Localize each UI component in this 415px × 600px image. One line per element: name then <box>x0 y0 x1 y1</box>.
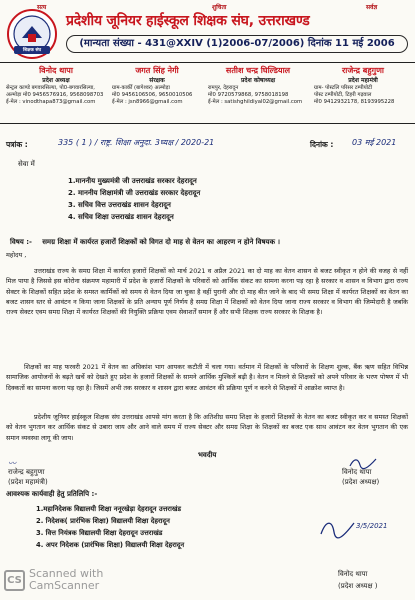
officer-post: प्रदेश कोषाध्यक्ष <box>241 77 275 84</box>
logo-caption: शिक्षक संघ <box>22 48 42 53</box>
signatory-left-name: राजेन्द्र बहुगुणा <box>8 468 45 476</box>
copy-to-item: 1.महानिदेशक विद्यालयी शिक्षा ननूरखेड़ा देहरादून उत्तराखंड <box>36 505 182 513</box>
organization-title: प्रदेशीय जूनियर हाईस्कूल शिक्षक संघ, उत्तराखण्ड <box>66 13 310 29</box>
officer-post: प्रदेश अध्यक्ष <box>42 77 70 84</box>
closing: भवदीय <box>198 451 217 459</box>
reference-number: 335 ( 1 ) / राष्ट्र. शिक्षा अनुदा. 3घ्यक्ष / 2020-21 <box>58 138 215 147</box>
signatory-right-name: विनोद थापा <box>342 468 372 476</box>
officer-email: ई-मेल : jsn8966@gmail.com <box>112 99 183 105</box>
officer-post: प्रदेश महामंत्री <box>348 77 378 84</box>
addressee-item: 1.माननीय मुख्यमंत्री जी उत्तराखंड सरकार देहरादून <box>68 177 197 185</box>
subject-text: समग्र शिक्षा में कार्यरत हजारों शिक्षकों को विगत दो माह से वेतन का आहरण न होने विषयक । <box>42 238 281 246</box>
slogan-right: सर्वज्ञ <box>366 4 378 11</box>
officer-phone: अल्मोड़ा मो0 9456576916, 9568098703 <box>6 92 104 98</box>
footer-signatory-name: विनोद थापा <box>338 570 368 578</box>
copy-to-item: 4. अपर निदेशक (प्रारंभिक शिक्षा) विद्यालयी शिक्षा देहरादून <box>36 541 185 549</box>
copy-to-item: 3. वित्त नियंत्रक विद्यालयी शिक्षा देहरादून उत्तराखंड <box>36 529 163 537</box>
signatory-left-post: (प्रदेश महामंत्री) <box>8 478 48 486</box>
watermark-line1: Scanned with <box>29 567 104 580</box>
officer-general-secretary <box>314 65 412 106</box>
letter-date: 03 मई 2021 <box>352 138 397 147</box>
copy-to-item: 2. निदेशक( प्रारंभिक शिक्षा) विद्यालयी शिक्षा देहरादून <box>36 517 170 525</box>
registration-banner: (मान्यता संख्या - 431@XXIV (1)2006-07/2006) दिनांक 11 मई 2006 <box>66 35 408 53</box>
addressee-item: 3. सचिव वित्त उत्तराखंड शासन देहरादून <box>68 201 171 209</box>
copy-to-title: आवश्यक कार्यवाही हेतु प्रतिलिपि :- <box>6 490 98 498</box>
officer-address: सेन्ट्रल काण्डे बगवारसिल्या, पो0-बगवारसिल्या, <box>6 85 95 91</box>
reference-label: पत्रांक : <box>6 140 28 149</box>
addressee-item: 4. सचिव शिक्षा उत्तराखंड शासन देहरादून <box>68 213 174 221</box>
officer-phone: मो0 9720579868, 9758018198 <box>208 92 289 98</box>
salutation: सेवा में <box>18 160 35 168</box>
watermark-line2: CamScanner <box>29 579 100 592</box>
scanner-watermark <box>4 568 103 592</box>
signature-left: 〰︎ <box>8 459 16 468</box>
officer-address: ग्राम-कार्की (बागेश्वर) अल्मोड़ा <box>112 85 170 91</box>
officer-patron <box>112 65 202 106</box>
greeting: महोदय , <box>6 251 27 259</box>
slogan-center: शुचिता <box>212 4 227 11</box>
date-label: दिनांक : <box>310 140 334 149</box>
officer-email: ई-मेल : vinodthapa873@gmail.com <box>6 99 96 105</box>
officers-strip <box>0 62 415 124</box>
officer-name: सतीश चन्द्र घिल्डियाल <box>225 66 291 75</box>
officer-phone: मो0 9412932178, 8193995228 <box>314 99 395 105</box>
officer-post: संरक्षक <box>149 77 165 84</box>
officer-president <box>6 65 106 106</box>
officer-name: विनोद थापा <box>39 66 73 75</box>
footer-signature <box>318 518 358 540</box>
body-paragraph: शिक्षकों का माह फरवरी 2021 में वेतन का अधिकांश भाग आयकर कटौती में चला गया। वर्तमान में शिक्षकों के परिवारों के शिक्षण शुल्क, बैंक ऋण सहित विभिन्न सामाजिक आयोजनों के बढ़ते खर्चे को देखते हुए प्रदेश के हजारों शिक्षकों के सामने आर्थिक मुश्किलें बढ़ी है। वेतन न मिलने से शिक्षकों को अपने परिवार के भरण पोषण में भी दिक्कतों का सामना करना पड़ रहा है। जिसमें अभी तक सरकार व शासन द्वारा बजट आवंटन की प्रक्रिया पूर्ण न करने से शिक्षकों में आक्रोश व्याप्त है। <box>6 363 408 392</box>
footer-signatory-post: (प्रदेश अध्यक्ष ) <box>338 582 378 590</box>
slogan-left: सत्य <box>37 4 47 11</box>
body-paragraph: उत्तराखंड राज्य के समग्र शिक्षा में कार्यरत हजारों शिक्षकों को मार्च 2021 व अप्रैल 2021 का दो माह का वेतन शासन से बजट स्वीकृत न होने की वजह से नहीं मिल पाया है जिससे इस कोरोना संक्रमण महामारी में प्रदेश के हजारों शिक्षकों के परिवारों को आर्थिक संकट का सामना करना पड़ रहा है सरकार व शासन व विभाग द्वारा राज्य सेक्टर के शिक्षकों सहित प्रदेश के समस्त कार्मिकों को समय से वेतन दिया जा चुका है वहीं पुरानी और दो माह बीत जाने के बाद भी समग्र शिक्षा में कार्यरत शिक्षकों का वेतन का बजट शासन स्तर से आवंटन न किया जाना शिक्षकों के प्रति अन्याय पूर्ण निर्णय है समग्र शिक्षा में शिक्षकों को वेतन दिया जाना राज्य सरकार व विभाग की जिम्मेदारी है जबकि राज्य सेक्टर एवम समग्र शिक्षा में कार्यरत शिक्षकों की नियुक्ति प्रक्रिया एवम सेवाशर्तें समान हैं और सभी शिक्षक राज्य सरकार के शिक्षक है। <box>6 267 408 317</box>
officer-email: ई-मेल : satishghildiyal02@gmail.com <box>208 99 303 105</box>
addressee-item: 2. माननीय शिक्षामंत्री जी उत्तराखंड सरकार देहरादून <box>68 189 201 197</box>
officer-address: ग्राम- पोस्टलि परिसर टम्पीयोटी <box>314 85 373 91</box>
camscanner-badge: CS <box>4 570 25 591</box>
signatory-right-post: (प्रदेश अध्यक्ष) <box>342 478 380 486</box>
subject-label: विषय :- <box>10 238 32 246</box>
officer-name: जगत सिंह नेगी <box>135 66 179 75</box>
officer-address-2: पोस्ट टम्पीयोटी, टिहरी गढ़वाल <box>314 92 372 98</box>
officer-name: राजेन्द्र बहुगुणा <box>342 66 384 75</box>
body-paragraph: प्रदेशीय जूनियर हाईस्कूल शिक्षक संघ उत्तराखंड आपसे मांग करता है कि अतिशीघ्र समग्र शिक्षा के हजारों शिक्षकों के वेतन का बजट स्वीकृत कर व समस्त शिक्षकों को वेतन भुगतान कर आर्थिक संकट से उबारा जाय और आने वाले समय में राज्य सेक्टर और समग्र शिक्षा के शिक्षकों का बजट एक साथ आवंटन कर वेतन भुगतान की एक समान व्यवस्था लागू की जाय। <box>6 413 408 442</box>
subject-line <box>10 238 410 247</box>
officer-address: रामपुर, देहरादून <box>208 85 239 91</box>
officer-phone: मो0 9456106506, 9650010506 <box>112 92 193 98</box>
footer-date-note: 3/5/2021 <box>356 522 388 530</box>
officer-treasurer <box>208 65 308 106</box>
